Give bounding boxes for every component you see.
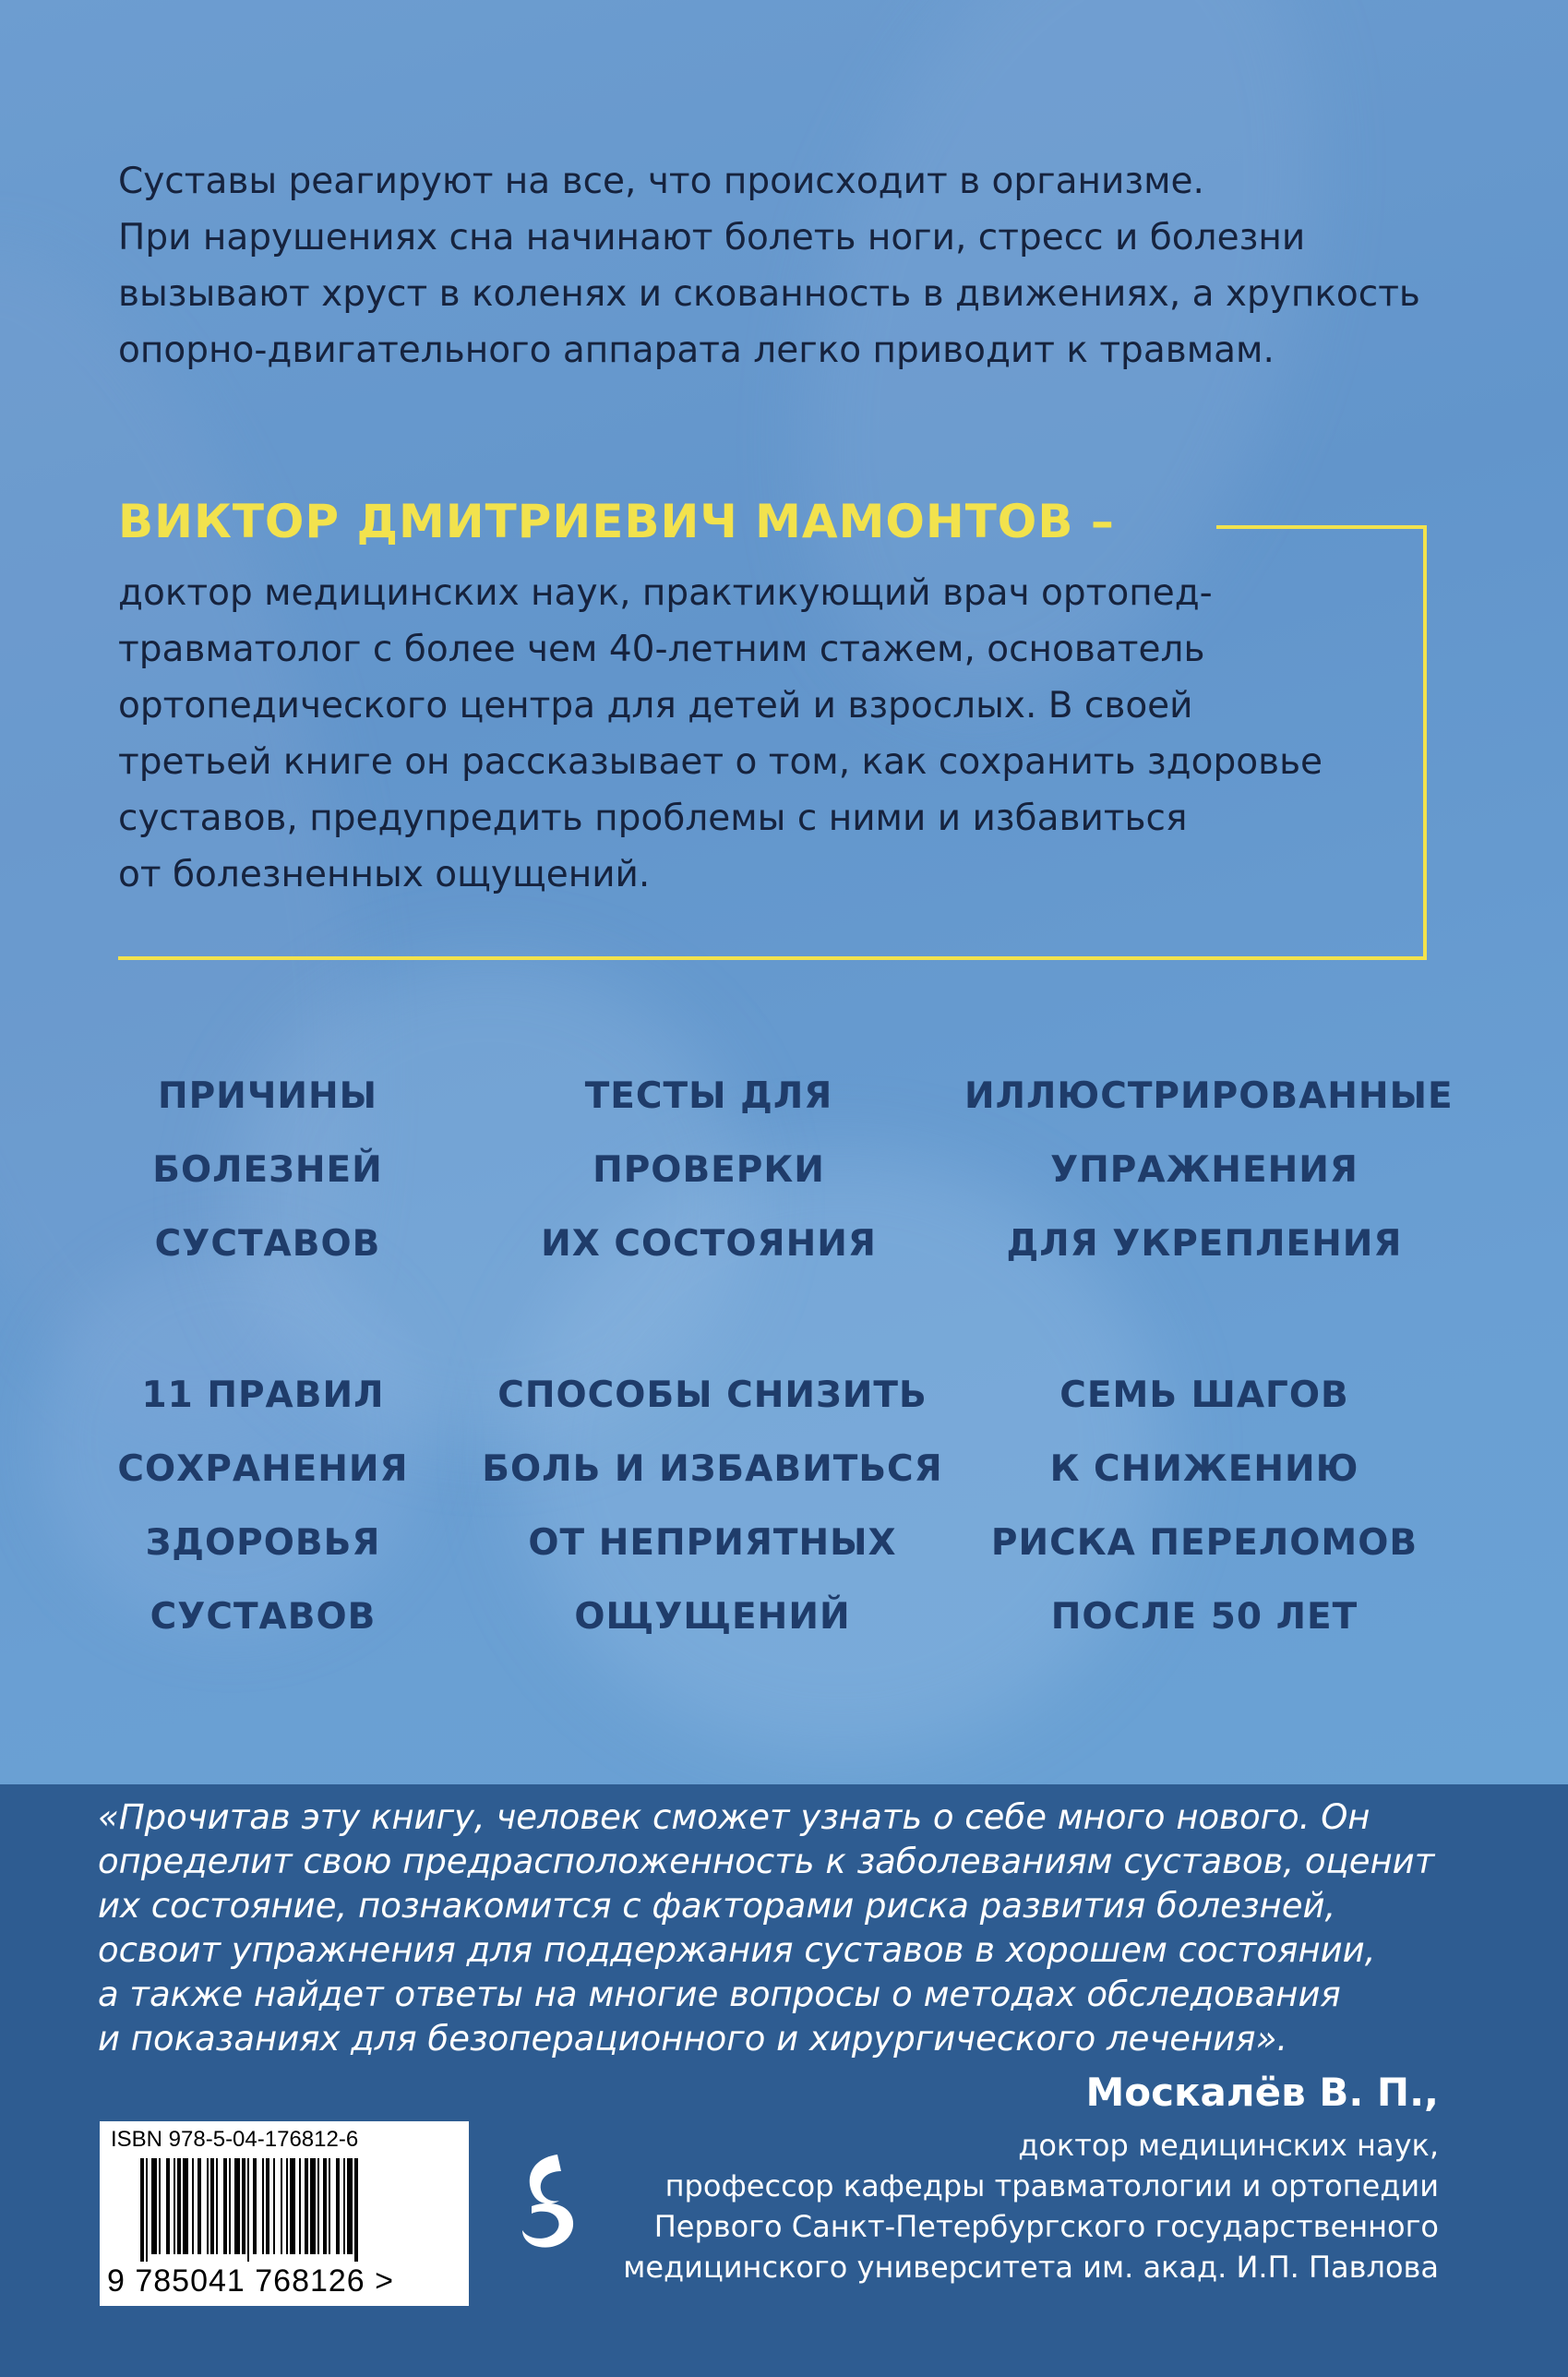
feature-item: ТЕСТЫ ДЛЯ ПРОВЕРКИ ИХ СОСТОЯНИЯ xyxy=(541,1075,877,1265)
reviewer-title: доктор медицинских наук, профессор кафедры травматологии и ортопедии Первого Санкт-Петербургского государственного медицинского университета им. акад. И.П. Павлова xyxy=(623,2128,1439,2285)
barcode-digits: 9 785041 768126 > xyxy=(107,2263,395,2299)
barcode xyxy=(137,2158,450,2262)
isbn-label: ISBN 978-5-04-176812-6 xyxy=(111,2127,359,2152)
feature-item: СЕМЬ ШАГОВ К СНИЖЕНИЮ РИСКА ПЕРЕЛОМОВ ПОСЛЕ 50 ЛЕТ xyxy=(990,1375,1418,1638)
frame-line-top xyxy=(1216,525,1427,529)
feature-item: ПРИЧИНЫ БОЛЕЗНЕЙ СУСТАВОВ xyxy=(152,1075,383,1265)
feature-item: ИЛЛЮСТРИРОВАННЫЕ УПРАЖНЕНИЯ ДЛЯ УКРЕПЛЕНИЯ xyxy=(964,1075,1454,1265)
author-description: доктор медицинских наук, практикующий врач ортопед- травматолог с более чем 40-летним стажем, основатель ортопедического центра для детей и взрослых. В своей третьей книге он рассказывает о том, как сохранить здоровье суставов, предупредить проблемы с ними и избавиться от болезненных ощущений. xyxy=(118,572,1323,895)
isbn-barcode-block xyxy=(100,2121,469,2306)
author-section xyxy=(118,495,1427,960)
feature-item: 11 ПРАВИЛ СОХРАНЕНИЯ ЗДОРОВЬЯ СУСТАВОВ xyxy=(117,1375,409,1638)
review-quote: «Прочитав эту книгу, человек сможет узнать о себе много нового. Он определит свою предрасположенность к заболеваниям суставов, оценит их состояние, познакомится с факторами риска развития болезней, освоит упражнения для поддержания суставов в хорошем состоянии, а также найдет ответы на многие вопросы о методах обследования и показаниях для безоперационного и хирургического лечения». xyxy=(98,1797,1435,2059)
author-name: ВИКТОР ДМИТРИЕВИЧ МАМОНТОВ – xyxy=(118,495,1115,548)
publisher-e-logo-icon xyxy=(515,2151,581,2254)
feature-item: СПОСОБЫ СНИЗИТЬ БОЛЬ И ИЗБАВИТЬСЯ ОТ НЕПРИЯТНЫХ ОЩУЩЕНИЙ xyxy=(482,1375,943,1638)
frame-line-right xyxy=(1423,525,1427,959)
reviewer-name: Москалёв В. П., xyxy=(1085,2070,1439,2115)
frame-line-bottom xyxy=(118,956,1427,960)
intro-paragraph: Суставы реагируют на все, что происходит в организме. При нарушениях сна начинают болеть ноги, стресс и болезни вызывают хруст в коленях и скованность в движениях, а хрупкость опорно-двигательного аппарата легко приводит к травмам. xyxy=(118,161,1420,371)
